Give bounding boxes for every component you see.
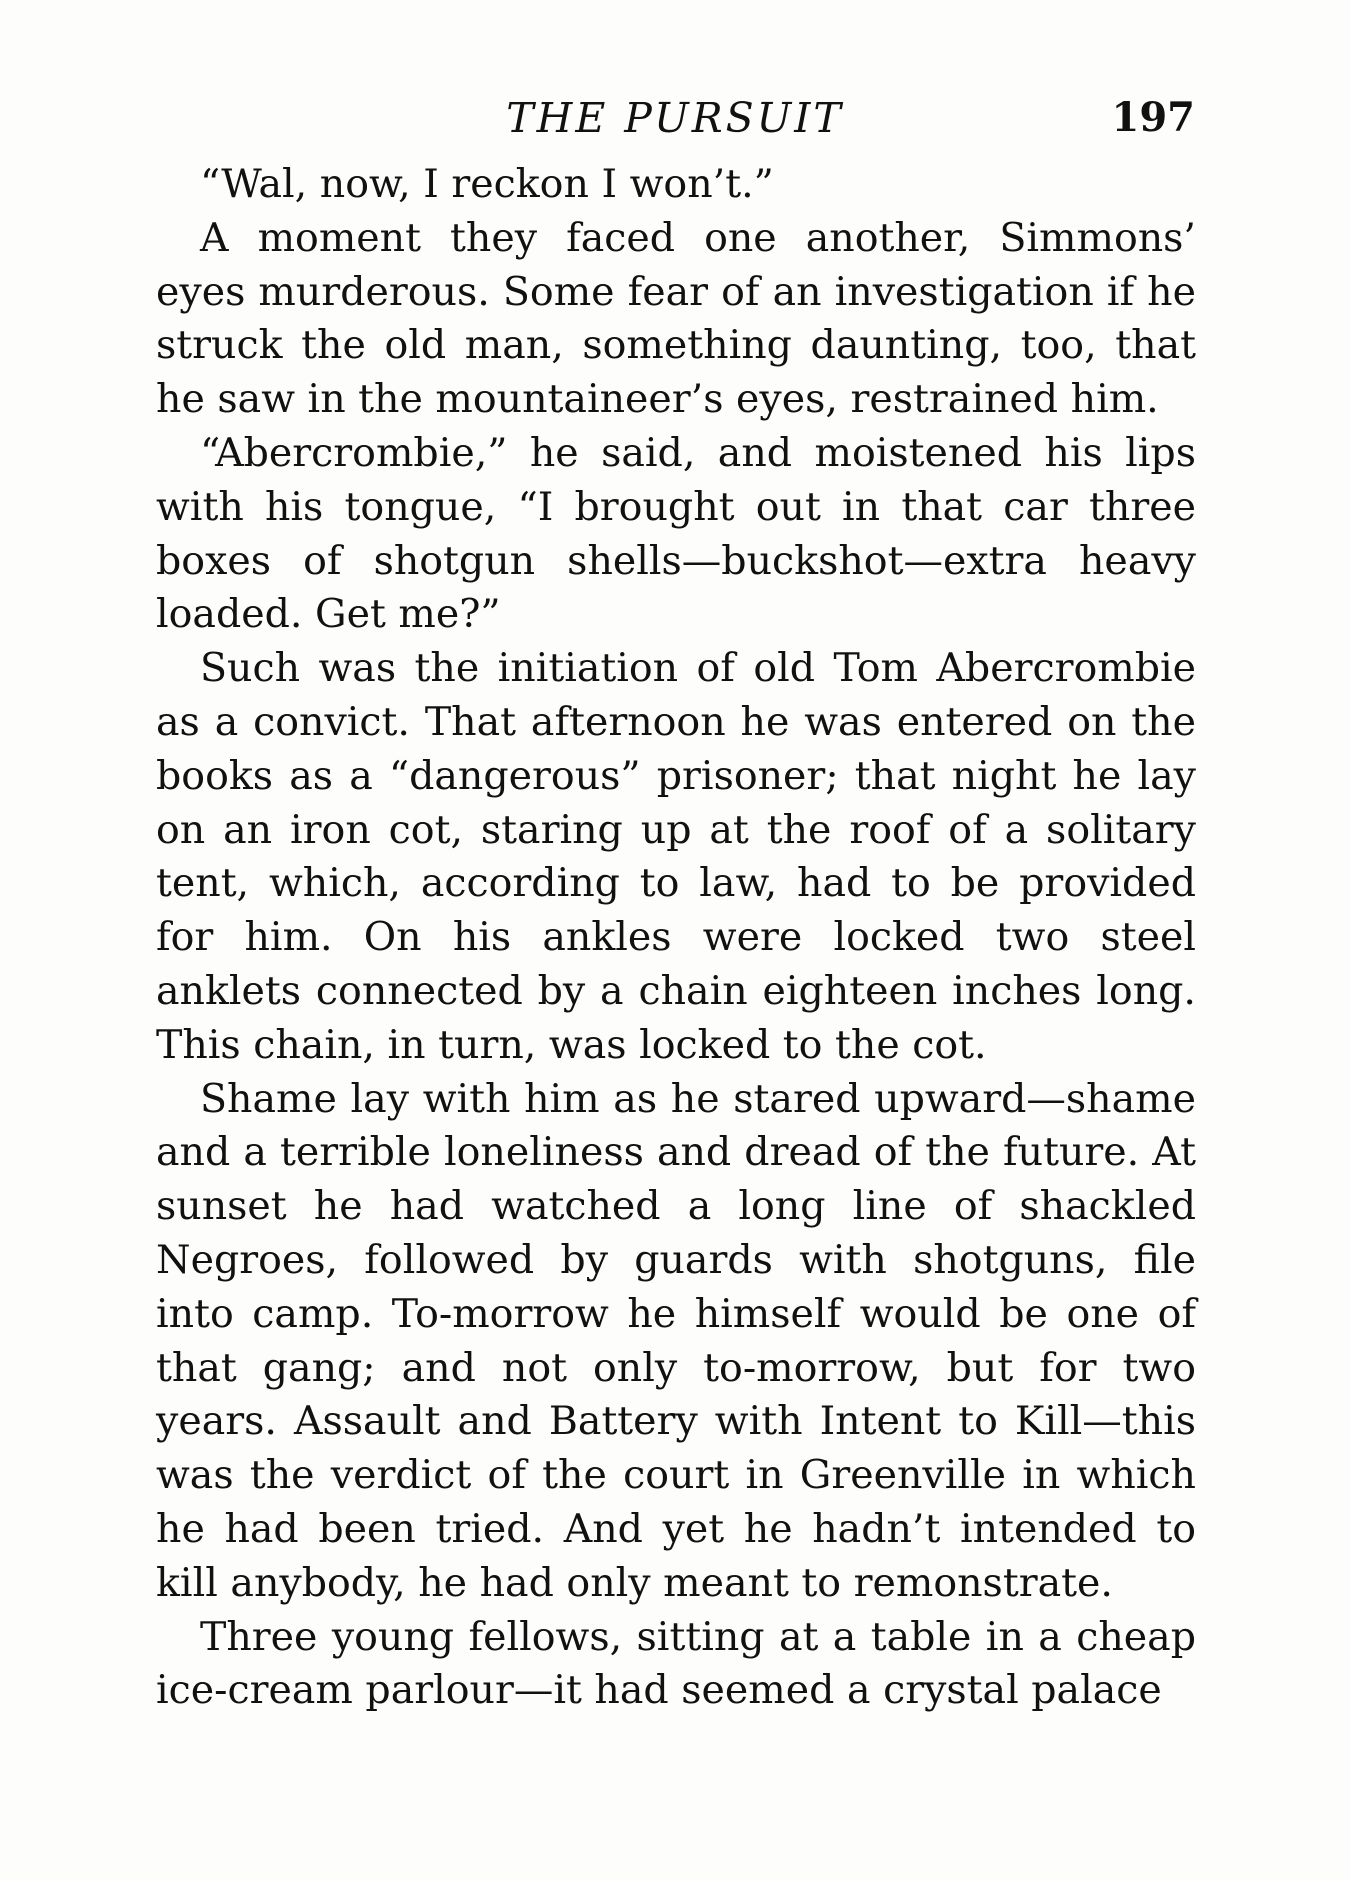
page-header [155, 88, 1195, 148]
page-number: 197 [1111, 94, 1195, 141]
paragraph-continued: Three young fellows, sitting at a table in a cheap ice-cream parlour—it had seemed a crystal palace [156, 1613, 1196, 1714]
paragraph: A moment they faced one another, Simmons’ eyes murderous. Some fear of an investigation if he struck the old man, something daunting, too, that he saw in the mountaineer’s eyes, restrained him. [156, 214, 1196, 423]
running-title: THE PURSUIT [506, 94, 844, 142]
paragraph: Such was the initiation of old Tom Abercrombie as a convict. That afternoon he was entered on the books as a “dangerous” prisoner; that night he lay on an iron cot, staring up at the roof of a solitary tent, which, according to law, had to be provided for him. On his ankles were locked two steel anklets connected by a chain eighteen inches long. This chain, in turn, was locked to the cot. [156, 645, 1196, 1068]
paragraph: “Abercrombie,” he said, and moistened his lips with his tongue, “I brought out in that car three boxes of shotgun shells—buckshot—extra heavy loaded. Get me?” [156, 429, 1196, 638]
body-text [156, 158, 1196, 1718]
paragraph: Shame lay with him as he stared upward—shame and a terrible loneliness and dread of the future. At sunset he had watched a long line of shackled Negroes, followed by guards with shotguns, file into camp. To-morrow he himself would be one of that gang; and not only to-morrow, but for two years. Assault and Battery with Intent to Kill—this was the verdict of the court in Greenville in which he had been tried. And yet he hadn’t intended to kill anybody, he had only meant to remonstrate. [156, 1075, 1196, 1606]
paragraph: “Wal, now, I reckon I won’t.” [200, 161, 774, 207]
